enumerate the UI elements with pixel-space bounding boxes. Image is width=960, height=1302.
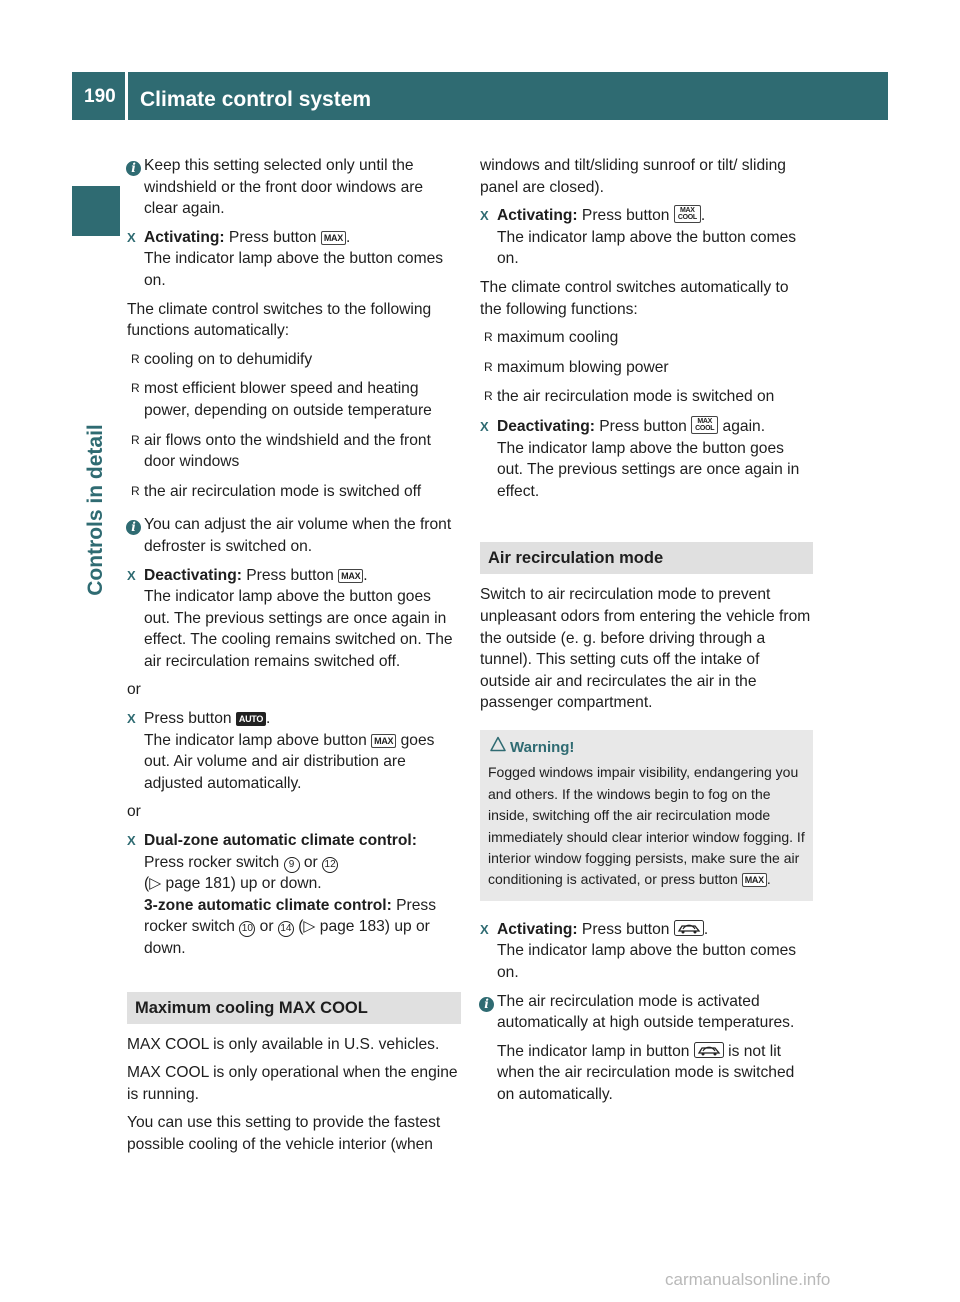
punctuation: . (703, 920, 709, 938)
instruction-text: Press button (599, 417, 687, 435)
instruction-text: Press rocker switch (144, 853, 280, 871)
recirculation-button-icon (694, 1042, 724, 1058)
paragraph: MAX COOL is only operational when the engine is running. (127, 1064, 458, 1103)
instruction-label: Dual-zone automatic climate control: (144, 832, 417, 850)
instruction-deactivating (480, 416, 813, 502)
page-ref-triangle-icon: ▷ (149, 875, 162, 893)
max-cool-button-icon (674, 205, 701, 223)
bullet-item (480, 357, 813, 379)
instruction-text: again. (722, 417, 766, 435)
instruction-arrow-icon: X (127, 229, 136, 245)
max-cool-bottom: COOL (695, 424, 715, 432)
instruction-arrow-icon: X (480, 921, 489, 937)
page-reference: page 181) up or down. (165, 875, 322, 893)
section-heading-air-recirculation: Air recirculation mode (480, 542, 813, 574)
info-note (480, 991, 813, 1106)
paragraph: windows and tilt/sliding sunroof or tilt/ sliding panel are closed). (480, 157, 786, 196)
instruction-result: The indicator lamp above the button comes on. (497, 942, 797, 981)
or-text: or (127, 681, 141, 699)
info-icon: i (479, 997, 494, 1012)
warning-title (488, 737, 805, 758)
info-note (127, 514, 461, 557)
info-icon: i (126, 161, 141, 176)
instruction-arrow-icon: X (127, 833, 136, 849)
bullet-text: air flows onto the windshield and the front door windows (144, 431, 431, 471)
callout-number-icon: 9 (284, 857, 300, 873)
bullet-item (127, 378, 461, 421)
or-text: or (259, 918, 274, 936)
bullet-item (127, 349, 461, 371)
instruction-label: Activating: (497, 207, 578, 225)
defrost-max-button-icon: MAX (371, 734, 396, 748)
bullet-text: cooling on to dehumidify (144, 350, 313, 368)
warning-box (480, 730, 813, 901)
side-tab-marker (72, 186, 120, 236)
instruction-result: The indicator lamp above button (144, 731, 367, 749)
info-text: Keep this setting selected only until the windshield or the front door windows are clear again. (144, 157, 424, 218)
instruction-arrow-icon: X (480, 418, 489, 434)
punctuation: . (363, 566, 368, 584)
info-text: You can adjust the air volume when the front defroster is switched on. (144, 516, 452, 555)
info-note (127, 155, 461, 220)
instruction-text: Press button (228, 228, 317, 246)
bullet-item (480, 386, 813, 408)
instruction-result: The indicator lamp above the button comes on. (144, 250, 444, 289)
instruction-text: Press button (246, 566, 334, 584)
instruction-text: Press button (144, 710, 232, 728)
paragraph: The climate control switches to the following functions automatically: (127, 300, 432, 340)
defrost-max-button-icon: MAX (321, 231, 346, 245)
page-title: Climate control system (140, 88, 372, 111)
instruction-result: The indicator lamp above the button goes out. The previous settings are once again in effect. The cooling remains switched on. The air recirculation remains switched off. (144, 588, 453, 670)
defrost-max-button-icon: MAX (338, 569, 363, 583)
info-text: is not lit when the air recirculation mode is switched on automatically. (497, 1042, 795, 1103)
instruction-activating (480, 205, 813, 270)
header-separator (125, 72, 128, 120)
page-reference: page 183) up or down. (144, 918, 430, 957)
instruction-arrow-icon: X (127, 567, 136, 583)
max-cool-bottom: COOL (677, 214, 697, 222)
bullet-icon: R (131, 351, 140, 366)
instruction-label: 3-zone automatic climate control: (144, 896, 392, 914)
left-column (127, 155, 461, 1163)
defrost-max-button-icon: MAX (742, 873, 767, 887)
or-text: or (127, 803, 141, 821)
bullet-icon: R (484, 389, 493, 404)
bullet-item (127, 430, 461, 473)
section-heading-max-cool: Maximum cooling MAX COOL (127, 992, 461, 1024)
instruction-result: goes out. Air volume and air distribution are adjusted automatically. (144, 731, 435, 792)
recirculation-button-icon (674, 920, 704, 936)
punctuation: . (700, 207, 706, 225)
bullet-item (127, 481, 461, 503)
bullet-icon: R (131, 483, 140, 498)
instruction-result: The indicator lamp above the button comes on. (497, 228, 797, 268)
bullet-icon: R (131, 432, 140, 447)
instruction-text: Press button (581, 207, 670, 225)
bullet-text: the air recirculation mode is switched on (497, 388, 775, 406)
instruction-activating (480, 919, 813, 984)
punctuation: . (345, 228, 351, 246)
auto-button-icon: AUTO (236, 712, 266, 726)
right-column (480, 155, 813, 1112)
instruction-label: Deactivating: (497, 417, 595, 435)
instruction-result: The indicator lamp above the button goes out. The previous settings are once again in effect. (497, 439, 800, 500)
info-text: The air recirculation mode is activated automatically at high outside temperatures. (497, 992, 795, 1032)
instruction-rocker-switch: X Dual-zone automatic climate control: Press rocker switch 9 or 12 (▷ page 181) up or down. 3-zone automatic climate control: Press rocker switch 10 or 14 (▷ page 183) up or down. (127, 832, 437, 957)
punctuation: . (266, 710, 271, 728)
bullet-text: the air recirculation mode is switched off (144, 482, 422, 500)
max-cool-button-icon (691, 416, 718, 434)
instruction-text: Press button (581, 920, 670, 938)
paragraph: MAX COOL is only available in U.S. vehicles. (127, 1035, 440, 1053)
instruction-arrow-icon: X (127, 711, 136, 727)
page-ref-triangle-icon: ▷ (303, 918, 316, 936)
bullet-text: maximum blowing power (497, 358, 669, 376)
warning-text: Fogged windows impair visibility, endangering you and others. If the windows begin to fog on the inside, switching off the air recirculation mode immediately should clear interior window fogging. If interior window fogging persists, make sure the air conditioning is activated, or press button (488, 764, 805, 888)
watermark: carmanualsonline.info (665, 1270, 831, 1289)
or-text: or (303, 853, 318, 871)
paragraph: You can use this setting to provide the fastest possible cooling of the vehicle interior (when (127, 1114, 441, 1153)
bullet-item (480, 327, 813, 349)
instruction-press-auto (127, 708, 461, 794)
instruction-activating (127, 227, 461, 292)
instruction-label: Activating: (144, 228, 225, 246)
instruction-text: Press rocker switch (144, 896, 437, 936)
instruction-label: Deactivating: (144, 566, 242, 584)
paragraph: Switch to air recirculation mode to prevent unpleasant odors from entering the vehicle from the outside (e. g. before driving through a tunnel). This setting cuts off the intake of outside air and recirculates the air in the passenger compartment. (480, 586, 811, 712)
instruction-arrow-icon: X (480, 208, 489, 224)
max-cool-top: MAX (680, 207, 695, 215)
side-section-label-text: Controls in detail (84, 424, 107, 596)
instruction-label: Activating: (497, 920, 578, 938)
callout-number-icon: 10 (239, 921, 255, 937)
bullet-icon: R (484, 330, 493, 345)
bullet-text: most efficient blower speed and heating power, depending on outside temperature (144, 380, 432, 419)
max-cool-top: MAX (697, 417, 713, 425)
callout-number-icon: 14 (278, 921, 294, 937)
info-icon: i (126, 520, 141, 535)
page-number: 190 (84, 86, 116, 107)
warning-title-text: Warning! (510, 738, 575, 756)
bullet-text: maximum cooling (497, 329, 619, 347)
instruction-deactivating (127, 565, 461, 673)
callout-number-icon: 12 (322, 857, 338, 873)
punctuation: . (766, 871, 771, 888)
bullet-icon: R (131, 381, 140, 396)
info-text: The indicator lamp in button (497, 1042, 690, 1060)
paragraph: The climate control switches automatically to the following functions: (480, 278, 789, 318)
warning-triangle-icon (490, 736, 506, 752)
bullet-icon: R (484, 359, 493, 374)
